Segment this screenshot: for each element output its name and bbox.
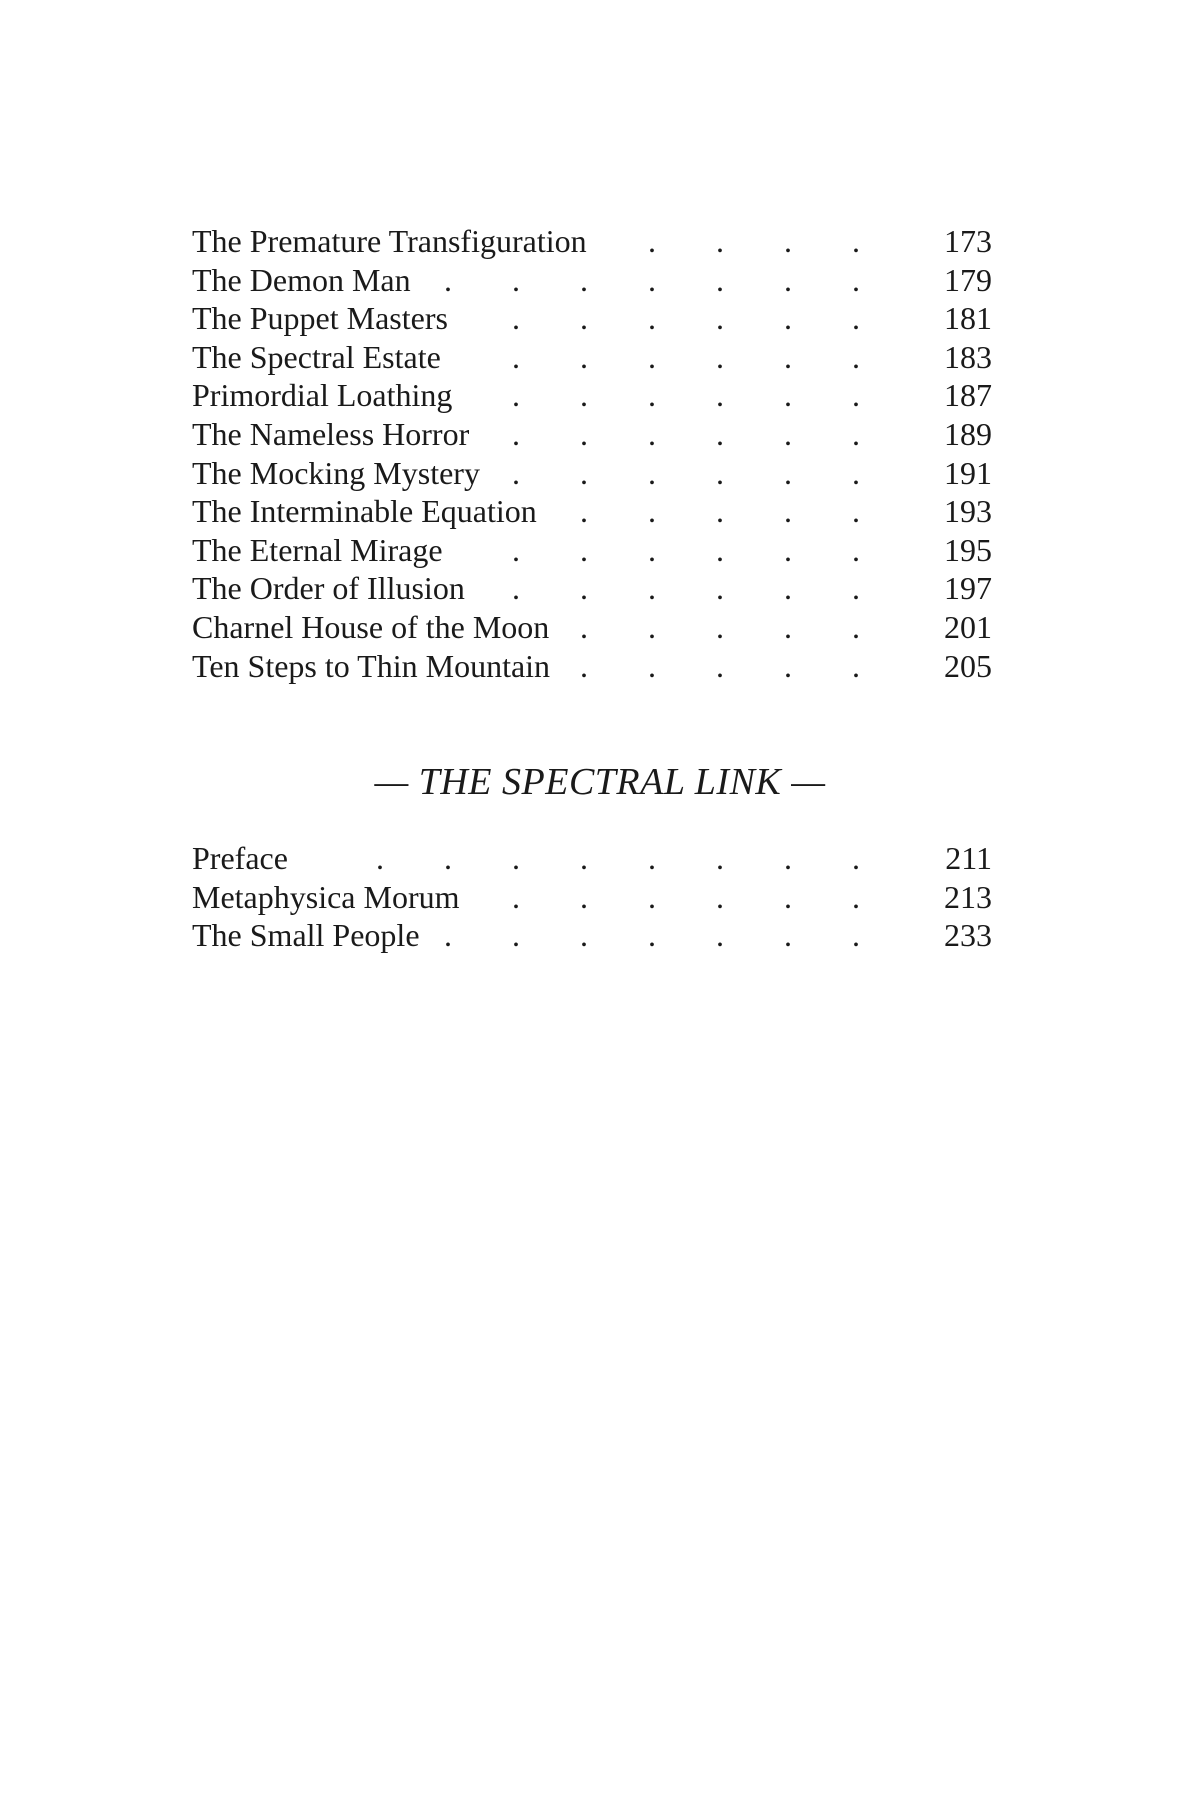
toc-entry	[192, 608, 992, 647]
dot-leader: .	[852, 338, 860, 375]
dot-leader: .	[580, 300, 588, 337]
dot-leader: .	[580, 454, 588, 491]
toc-entry	[192, 376, 992, 415]
toc-entry	[192, 916, 992, 955]
dot-leader: .	[784, 570, 792, 607]
dot-leader: .	[580, 377, 588, 414]
dot-leader: .	[784, 917, 792, 954]
dot-leader: .	[648, 917, 656, 954]
dot-leader: .	[784, 377, 792, 414]
dot-leader: .	[580, 917, 588, 954]
toc-entry-title: Primordial Loathing	[192, 377, 453, 414]
dot-leader: .	[512, 338, 520, 375]
toc-entry-page: 189	[944, 415, 992, 452]
dot-leader: .	[852, 377, 860, 414]
toc-entry	[192, 454, 992, 493]
dot-leader: .	[648, 493, 656, 530]
toc-entry-title: Ten Steps to Thin Mountain	[192, 647, 551, 684]
toc-entry-page: 211	[945, 840, 992, 876]
dot-leader: .	[716, 338, 724, 375]
toc-entry	[192, 492, 992, 531]
dot-leader: .	[580, 415, 588, 452]
dot-leader: .	[648, 377, 656, 414]
dot-leader: .	[716, 647, 724, 684]
toc-entry-title: The Order of Illusion	[192, 570, 465, 607]
dot-leader: .	[716, 377, 724, 414]
dot-leader: .	[784, 647, 792, 684]
toc-entry-page: 181	[944, 300, 992, 337]
dot-leader: .	[648, 223, 656, 259]
dot-leader: .	[716, 917, 724, 954]
dot-leader: .	[784, 415, 792, 452]
toc-list-part-two	[192, 839, 992, 955]
dot-leader: .	[784, 223, 792, 259]
toc-entry-page: 179	[944, 261, 992, 298]
toc-entry-page: 191	[944, 454, 992, 491]
toc-entry	[192, 338, 992, 377]
toc-entry-page: 173	[944, 223, 992, 259]
dot-leader: .	[580, 261, 588, 298]
dot-leader: .	[716, 493, 724, 530]
toc-entry	[192, 569, 992, 608]
dot-leader: .	[648, 647, 656, 684]
dot-leader: .	[852, 261, 860, 298]
dot-leader: .	[580, 338, 588, 375]
dot-leader: .	[852, 454, 860, 491]
dot-leader: .	[852, 493, 860, 530]
toc-entry-page: 205	[944, 647, 992, 684]
dot-leader: .	[784, 454, 792, 491]
toc-entry-page: 183	[944, 338, 992, 375]
dot-leader: .	[784, 531, 792, 568]
dot-leader: .	[512, 917, 520, 954]
dot-leader: .	[648, 300, 656, 337]
toc-entry	[192, 299, 992, 338]
dot-leader: .	[444, 261, 452, 298]
dot-leader: .	[580, 878, 588, 915]
dot-leader: .	[784, 338, 792, 375]
dot-leader: .	[784, 300, 792, 337]
dot-leader: .	[716, 608, 724, 645]
dot-leader: .	[444, 917, 452, 954]
dot-leader: .	[648, 338, 656, 375]
dot-leader: .	[648, 840, 656, 876]
dot-leader: .	[648, 878, 656, 915]
dot-leader: .	[716, 415, 724, 452]
dot-leader: .	[512, 531, 520, 568]
toc-entry-title: Metaphysica Morum	[192, 878, 460, 915]
dot-leader: .	[716, 570, 724, 607]
dot-leader: .	[512, 377, 520, 414]
toc-entry-title: The Demon Man	[192, 261, 411, 298]
dot-leader: .	[716, 531, 724, 568]
dot-leader: .	[852, 840, 860, 876]
toc-entry-title: The Interminable Equation	[192, 493, 537, 530]
dot-leader: .	[512, 415, 520, 452]
toc-entry	[192, 878, 992, 917]
toc-entry-page: 193	[944, 493, 992, 530]
toc-entry	[192, 222, 992, 261]
toc-entry-title: The Premature Transfiguration	[192, 223, 587, 259]
dot-leader: .	[784, 840, 792, 876]
dot-leader: .	[852, 300, 860, 337]
toc-entry-page: 187	[944, 377, 992, 414]
dot-leader: .	[580, 608, 588, 645]
dot-leader: .	[784, 261, 792, 298]
dot-leader: .	[580, 840, 588, 876]
dot-leader: .	[580, 570, 588, 607]
toc-entry-title: The Small People	[192, 917, 420, 954]
dot-leader: .	[376, 840, 384, 876]
toc-entry-page: 213	[944, 878, 992, 915]
dot-leader: .	[852, 570, 860, 607]
dot-leader: .	[852, 878, 860, 915]
toc-entry-title: Charnel House of the Moon	[192, 608, 550, 645]
toc-entry	[192, 415, 992, 454]
dot-leader: .	[648, 531, 656, 568]
dot-leader: .	[784, 493, 792, 530]
dot-leader: .	[852, 531, 860, 568]
toc-list-part-one	[192, 222, 992, 685]
dot-leader: .	[852, 647, 860, 684]
toc-entry-title: The Nameless Horror	[192, 415, 470, 452]
toc-entry-title: The Mocking Mystery	[192, 454, 480, 491]
dot-leader: .	[852, 917, 860, 954]
dot-leader: .	[784, 608, 792, 645]
toc-entry	[192, 839, 992, 878]
dot-leader: .	[648, 454, 656, 491]
toc-entry-title: The Puppet Masters	[192, 300, 448, 337]
toc-entry-page: 201	[944, 608, 992, 645]
dot-leader: .	[852, 415, 860, 452]
dot-leader: .	[648, 570, 656, 607]
dot-leader: .	[716, 261, 724, 298]
toc-entry	[192, 647, 992, 686]
dot-leader: .	[512, 840, 520, 876]
toc-entry-page: 195	[944, 531, 992, 568]
toc-entry	[192, 261, 992, 300]
dot-leader: .	[580, 531, 588, 568]
dot-leader: .	[444, 840, 452, 876]
dot-leader: .	[852, 608, 860, 645]
toc-entry-page: 197	[944, 570, 992, 607]
dot-leader: .	[512, 454, 520, 491]
dot-leader: .	[512, 878, 520, 915]
dot-leader: .	[512, 570, 520, 607]
dot-leader: .	[716, 300, 724, 337]
toc-entry-title: The Spectral Estate	[192, 338, 441, 375]
dot-leader: .	[648, 608, 656, 645]
dot-leader: .	[512, 300, 520, 337]
dot-leader: .	[716, 454, 724, 491]
dot-leader: .	[784, 878, 792, 915]
toc-entry-title: The Eternal Mirage	[192, 531, 443, 568]
dot-leader: .	[852, 223, 860, 259]
dot-leader: .	[580, 493, 588, 530]
dot-leader: .	[716, 840, 724, 876]
dot-leader: .	[580, 647, 588, 684]
toc-entry-title: Preface	[192, 840, 288, 876]
section-heading: — THE SPECTRAL LINK —	[374, 761, 826, 803]
dot-leader: .	[648, 261, 656, 298]
toc-entry-page: 233	[944, 917, 992, 954]
dot-leader: .	[648, 415, 656, 452]
dot-leader: .	[716, 223, 724, 259]
dot-leader: .	[716, 878, 724, 915]
dot-leader: .	[512, 261, 520, 298]
toc-entry	[192, 531, 992, 570]
